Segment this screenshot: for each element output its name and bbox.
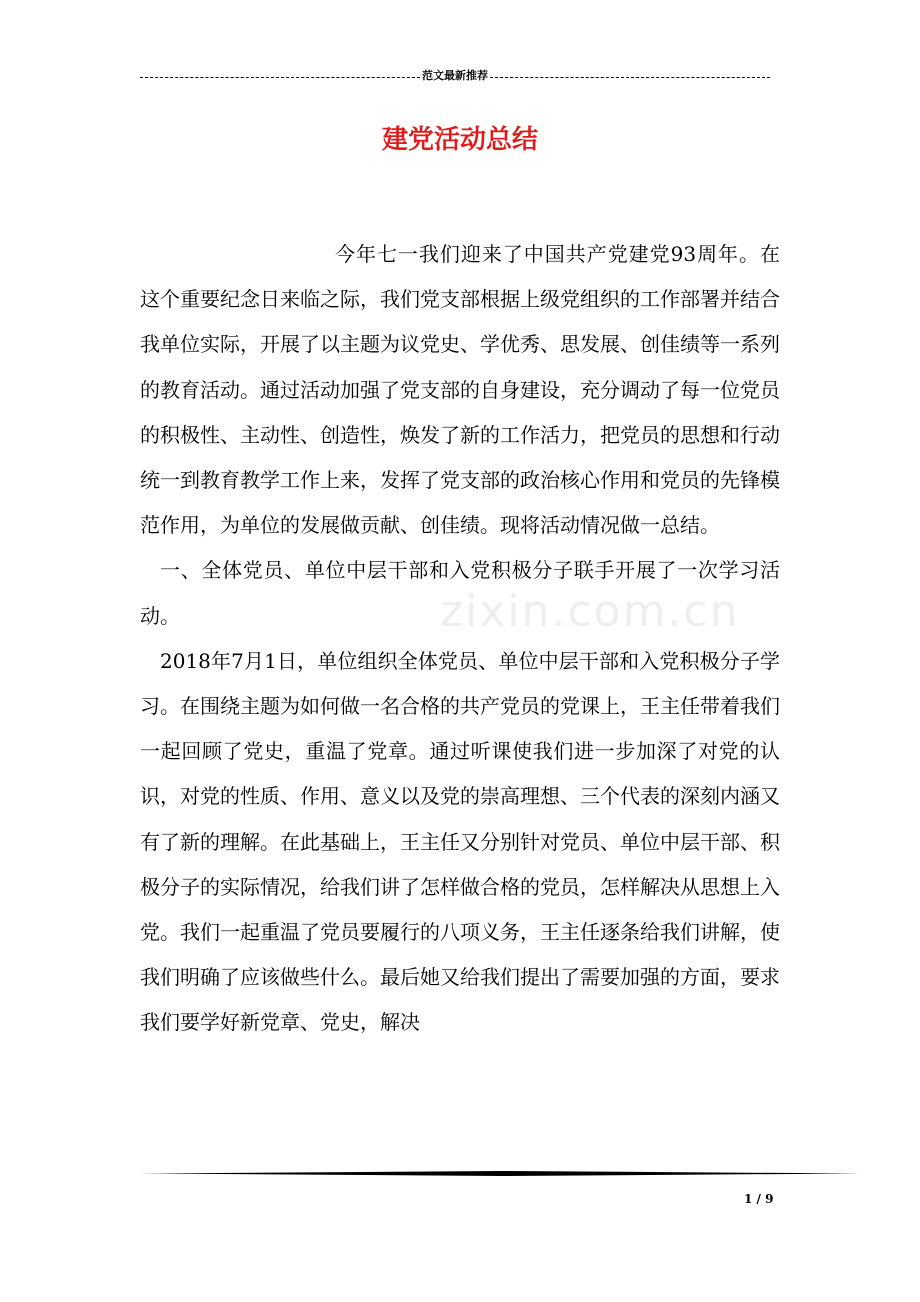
paragraph-intro: 今年七一我们迎来了中国共产党建党93周年。在这个重要纪念日来临之际，我们党支部根据上级党组织的工作部署并结合我单位实际，开展了以主题为议党史、学优秀、思发展、创佳绩等一系列的教育活动。通过活动加强了党支部的自身建设，充分调动了每一位党员的积极性、主动性、创造性，焕发了新的工作活力，把党员的思想和行动统一到教育教学工作上来，发挥了党支部的政治核心作用和党员的先锋模范作用，为单位的发展做贡献、创佳绩。现将活动情况做一总结。 — [140, 242, 780, 538]
header-dash-right — [490, 77, 770, 78]
paragraph-section-heading: 一、全体党员、单位中层干部和入党积极分子联手开展了一次学习活动。 — [140, 558, 780, 628]
header-dash-left — [140, 77, 420, 78]
footer-rule — [140, 1171, 862, 1176]
document-body — [140, 232, 780, 1046]
header-rule — [140, 68, 770, 84]
paragraph-activity-detail: 2018年7月1日，单位组织全体党员、单位中层干部和入党积极分子学习。在围绕主题为如何做一名合格的共产党员的党课上，王主任带着我们一起回顾了党史，重温了党章。通过听课使我们进一步加深了对党的认识，对党的性质、作用、意义以及党的崇高理想、三个代表的深刻内涵又有了新的理解。在此基础上，王主任又分别针对党员、单位中层干部、积极分子的实际情况，给我们讲了怎样做合格的党员，怎样解决从思想上入党。我们一起重温了党员要履行的八项义务，王主任逐条给我们讲解，使我们明确了应该做些什么。最后她又给我们提出了需要加强的方面，要求我们要学好新党章、党史，解决 — [140, 648, 780, 1035]
header-label: 范文最新推荐 — [422, 69, 488, 82]
watermark: zixin.com.cn — [440, 586, 740, 637]
document-title: 建党活动总结 — [381, 125, 538, 155]
page-number: 1 / 9 — [744, 1192, 774, 1206]
